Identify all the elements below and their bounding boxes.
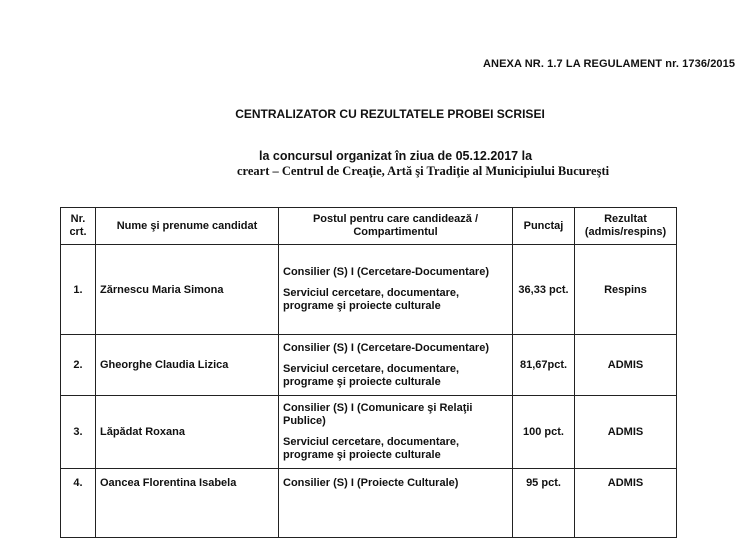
post-department: Serviciul cercetare, documentare, programe şi proiecte culturale: [283, 362, 460, 388]
row-number: 4.: [61, 469, 96, 538]
post-department: Serviciul cercetare, documentare, programe şi proiecte culturale: [283, 436, 460, 461]
candidate-result: Respins: [575, 245, 677, 335]
document-title: CENTRALIZATOR CU REZULTATELE PROBEI SCRISEI: [235, 107, 545, 121]
row-number: 1.: [61, 245, 96, 335]
institution-line: creart – Centrul de Creaţie, Artă şi Tradiţie al Municipiului Bucureşti: [237, 164, 610, 178]
annex-reference: ANEXA NR. 1.7 LA REGULAMENT nr. 1736/2015: [483, 58, 736, 70]
candidate-name: Zărnescu Maria Simona: [96, 245, 279, 335]
candidate-result: ADMIS: [575, 396, 677, 469]
column-header-score: Punctaj: [513, 208, 575, 245]
post-department: Serviciul cercetare, documentare, programe şi proiecte culturale: [283, 287, 460, 312]
column-header-result-line1: Rezultat: [604, 213, 647, 225]
column-header-result: [575, 208, 677, 245]
candidate-name: Oancea Florentina Isabela: [96, 469, 279, 538]
column-header-nr: Nr. crt.: [61, 208, 96, 245]
post-role: Consilier (S) I (Cercetare-Documentare): [283, 266, 489, 278]
post-role: Consilier (S) I (Proiecte Culturale): [283, 477, 459, 489]
candidate-result: ADMIS: [575, 335, 677, 396]
column-header-post: [279, 208, 513, 245]
candidate-score: 95 pct.: [513, 469, 575, 538]
candidate-name: Gheorghe Claudia Lizica: [96, 335, 279, 396]
post-role: Consilier (S) I (Comunicare şi Relaţii Publice): [283, 402, 473, 427]
table-row: [61, 245, 677, 335]
table-row: [61, 335, 677, 396]
candidate-result: ADMIS: [575, 469, 677, 538]
column-header-post-line2: Compartimentul: [353, 226, 438, 238]
column-header-name: Nume şi prenume candidat: [96, 208, 279, 245]
column-header-result-line2: (admis/respins): [584, 226, 667, 238]
candidate-post: [279, 335, 513, 396]
post-role: Consilier (S) I (Cercetare-Documentare): [283, 341, 489, 354]
row-number: 3.: [61, 396, 96, 469]
candidate-name: Lăpădat Roxana: [96, 396, 279, 469]
candidate-post: [279, 245, 513, 335]
column-header-post-line1: Postul pentru care candidează /: [312, 213, 479, 225]
contest-date-line: la concursul organizat în ziua de 05.12.2017 la: [259, 149, 533, 163]
candidate-post: [279, 396, 513, 469]
table-row: [61, 396, 677, 469]
candidate-score: 81,67pct.: [513, 335, 575, 396]
table-row: [61, 469, 677, 538]
candidate-post: [279, 469, 513, 538]
row-number: 2.: [61, 335, 96, 396]
candidate-score: 36,33 pct.: [513, 245, 575, 335]
results-table: [60, 207, 677, 538]
table-header-row: [61, 208, 677, 245]
candidate-score: 100 pct.: [513, 396, 575, 469]
